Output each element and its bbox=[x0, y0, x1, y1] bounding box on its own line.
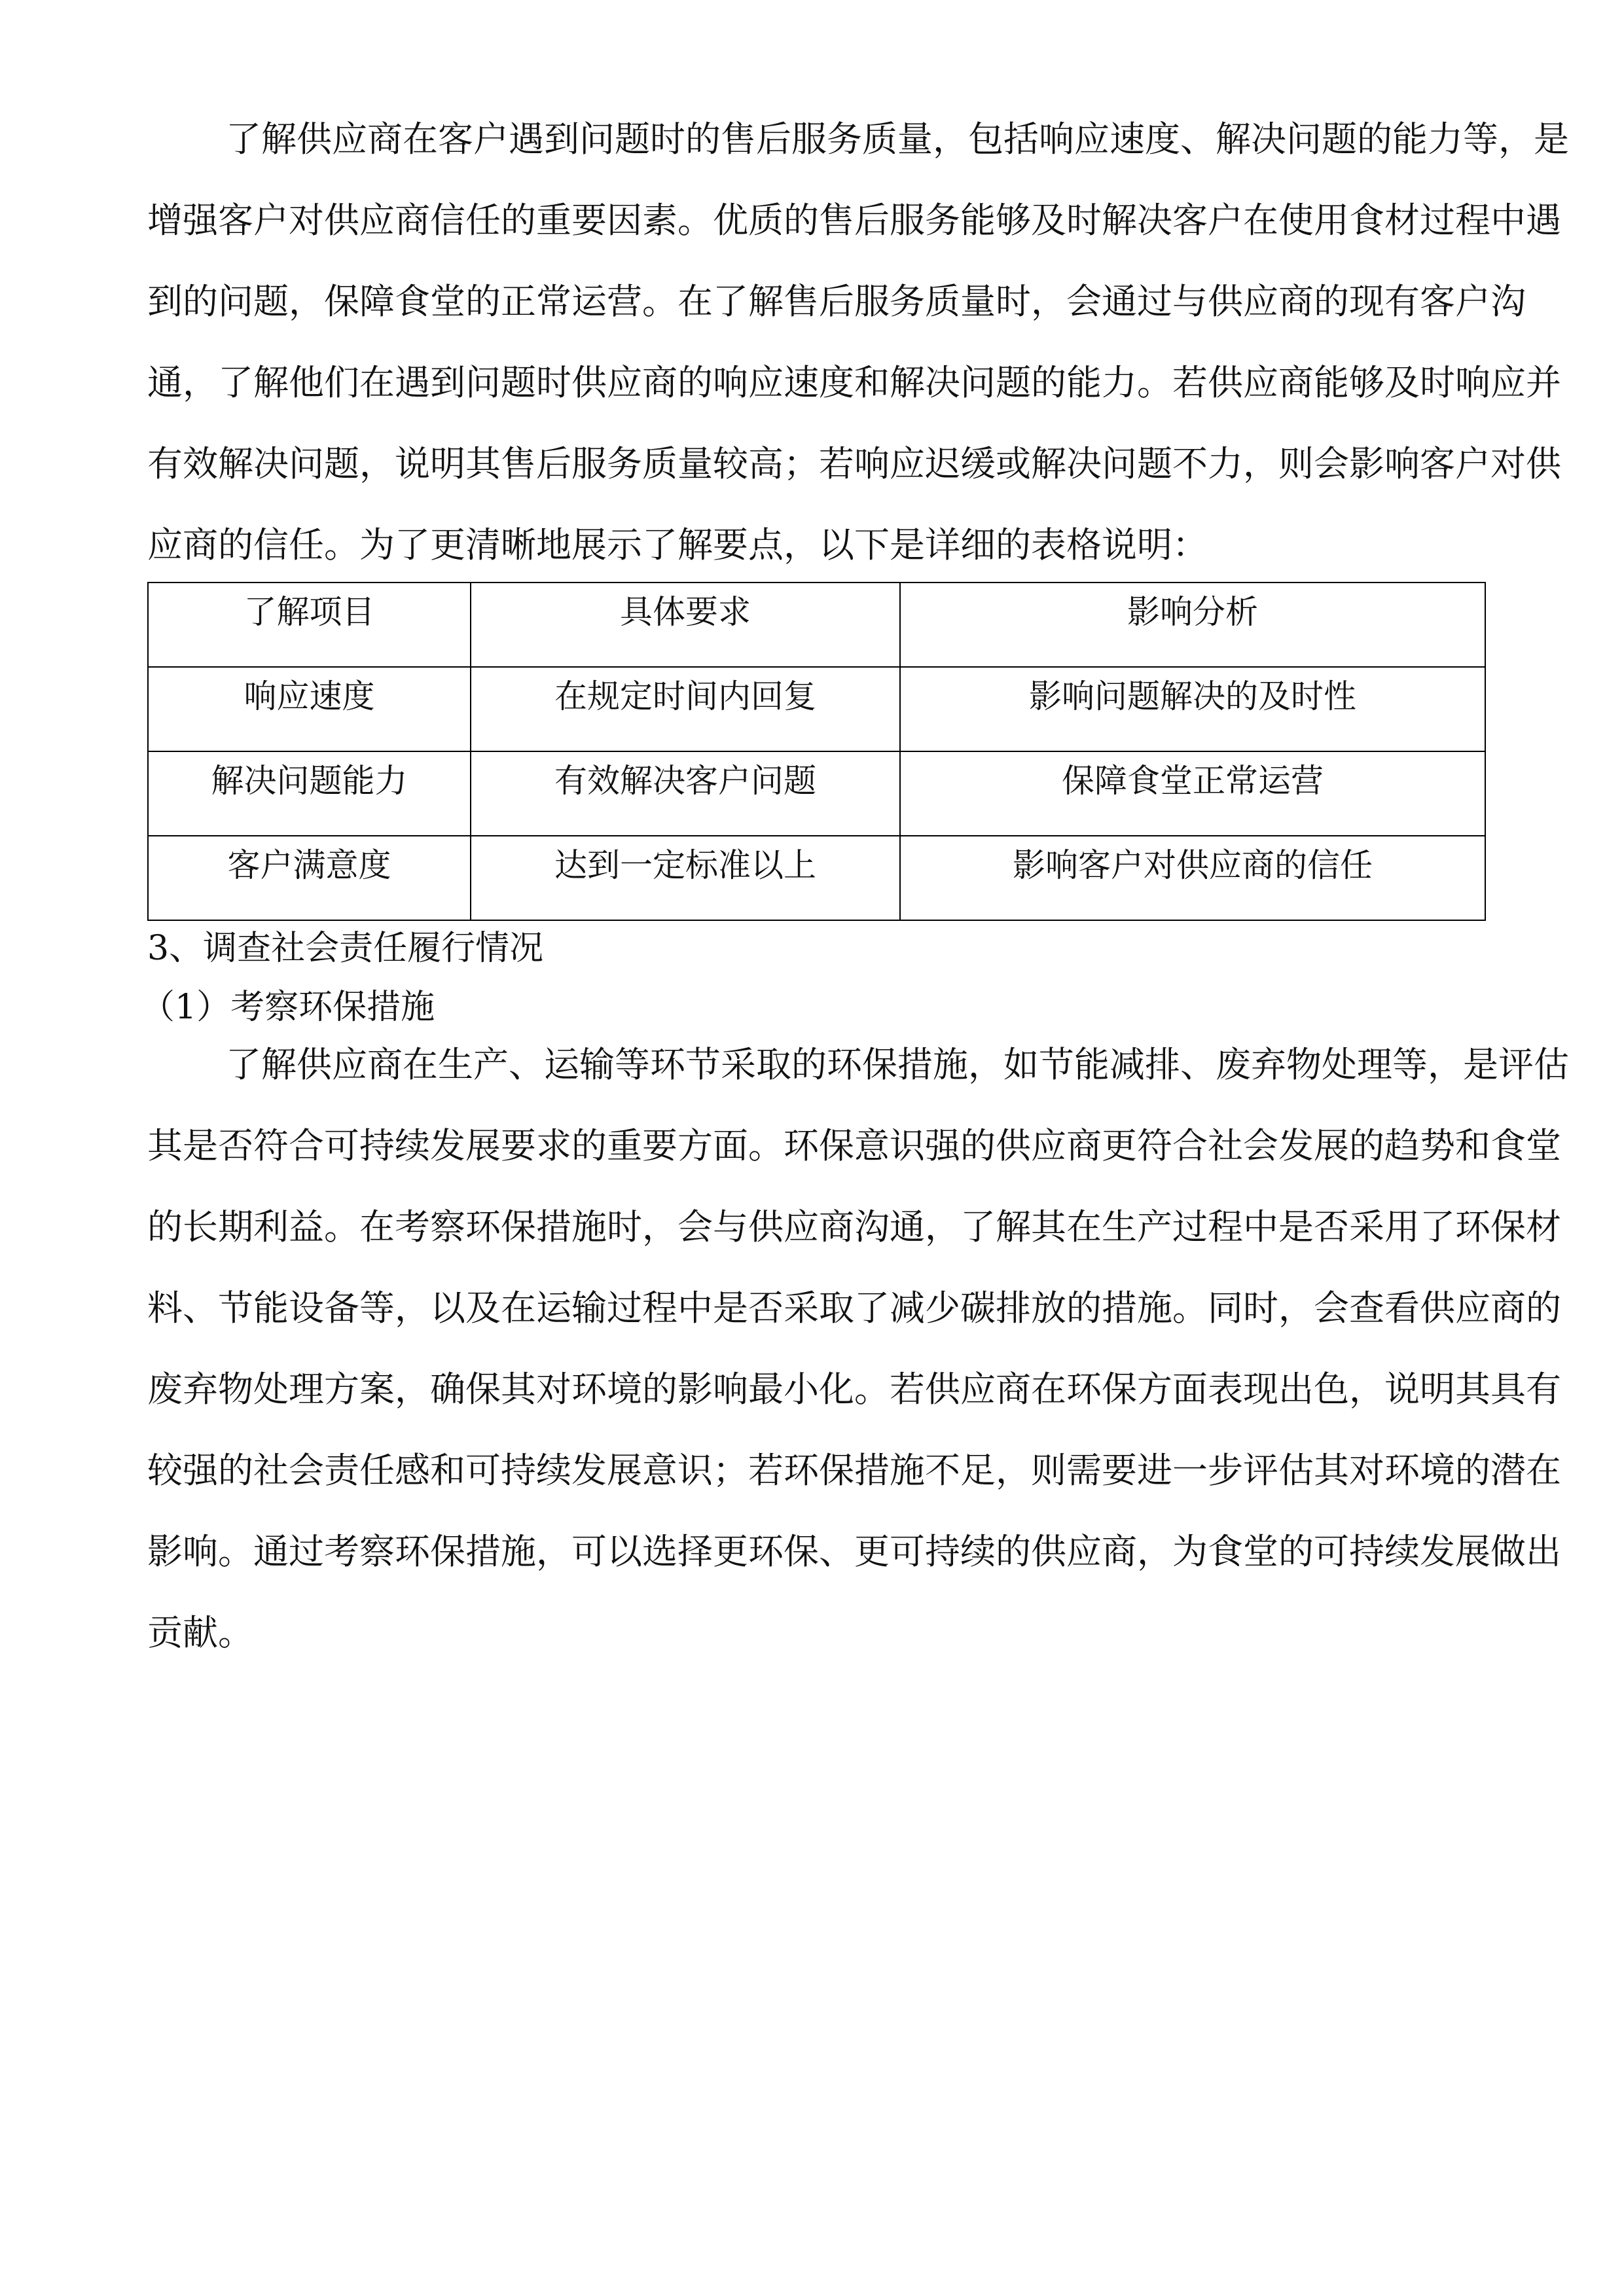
text-line: 料、节能设备等，以及在运输过程中是否采取了减少碳排放的措施。同时，会查看供应商的 bbox=[147, 1287, 1561, 1329]
table-header-row bbox=[148, 583, 1485, 667]
table-row bbox=[148, 836, 1485, 920]
text-line: 较强的社会责任感和可持续发展意识；若环保措施不足，则需要进一步评估其对环境的潜在 bbox=[147, 1450, 1561, 1491]
table-header-cell: 影响分析 bbox=[900, 583, 1485, 667]
text-line: 到的问题，保障食堂的正常运营。在了解售后服务质量时，会通过与供应商的现有客户沟 bbox=[147, 281, 1526, 322]
table-row bbox=[148, 751, 1485, 836]
table-cell: 在规定时间内回复 bbox=[471, 667, 900, 751]
table-cell: 有效解决客户问题 bbox=[471, 751, 900, 836]
text-line: 了解供应商在生产、运输等环节采取的环保措施，如节能减排、废弃物处理等，是评估 bbox=[226, 1044, 1569, 1085]
table-cell: 达到一定标准以上 bbox=[471, 836, 900, 920]
text-line: 影响。通过考察环保措施，可以选择更环保、更可持续的供应商，为食堂的可持续发展做出 bbox=[147, 1531, 1561, 1572]
table-cell: 解决问题能力 bbox=[148, 751, 471, 836]
table-cell: 保障食堂正常运营 bbox=[900, 751, 1485, 836]
table-header-cell: 具体要求 bbox=[471, 583, 900, 667]
table-cell: 影响客户对供应商的信任 bbox=[900, 836, 1485, 920]
text-line: 通，了解他们在遇到问题时供应商的响应速度和解决问题的能力。若供应商能够及时响应并 bbox=[147, 362, 1561, 403]
table-header-cell: 了解项目 bbox=[148, 583, 471, 667]
text-line: 的长期利益。在考察环保措施时，会与供应商沟通，了解其在生产过程中是否采用了环保材 bbox=[147, 1206, 1561, 1247]
text-line: 其是否符合可持续发展要求的重要方面。环保意识强的供应商更符合社会发展的趋势和食堂 bbox=[147, 1125, 1561, 1166]
text-line: 应商的信任。为了更清晰地展示了解要点，以下是详细的表格说明： bbox=[147, 524, 1208, 565]
subsection-heading: （1）考察环保措施 bbox=[141, 988, 435, 1027]
section-heading: 3、调查社会责任履行情况 bbox=[147, 929, 544, 968]
table-cell: 客户满意度 bbox=[148, 836, 471, 920]
table-cell: 影响问题解决的及时性 bbox=[900, 667, 1485, 751]
text-line: 了解供应商在客户遇到问题时的售后服务质量，包括响应速度、解决问题的能力等，是 bbox=[226, 118, 1569, 160]
text-line: 贡献。 bbox=[147, 1612, 253, 1653]
text-line: 增强客户对供应商信任的重要因素。优质的售后服务能够及时解决客户在使用食材过程中遇 bbox=[147, 200, 1561, 241]
text-line: 废弃物处理方案，确保其对环境的影响最小化。若供应商在环保方面表现出色，说明其具有 bbox=[147, 1369, 1561, 1410]
table-row bbox=[148, 667, 1485, 751]
text-line: 有效解决问题，说明其售后服务质量较高；若响应迟缓或解决问题不力，则会影响客户对供 bbox=[147, 443, 1561, 484]
table-cell: 响应速度 bbox=[148, 667, 471, 751]
info-table bbox=[147, 582, 1486, 921]
